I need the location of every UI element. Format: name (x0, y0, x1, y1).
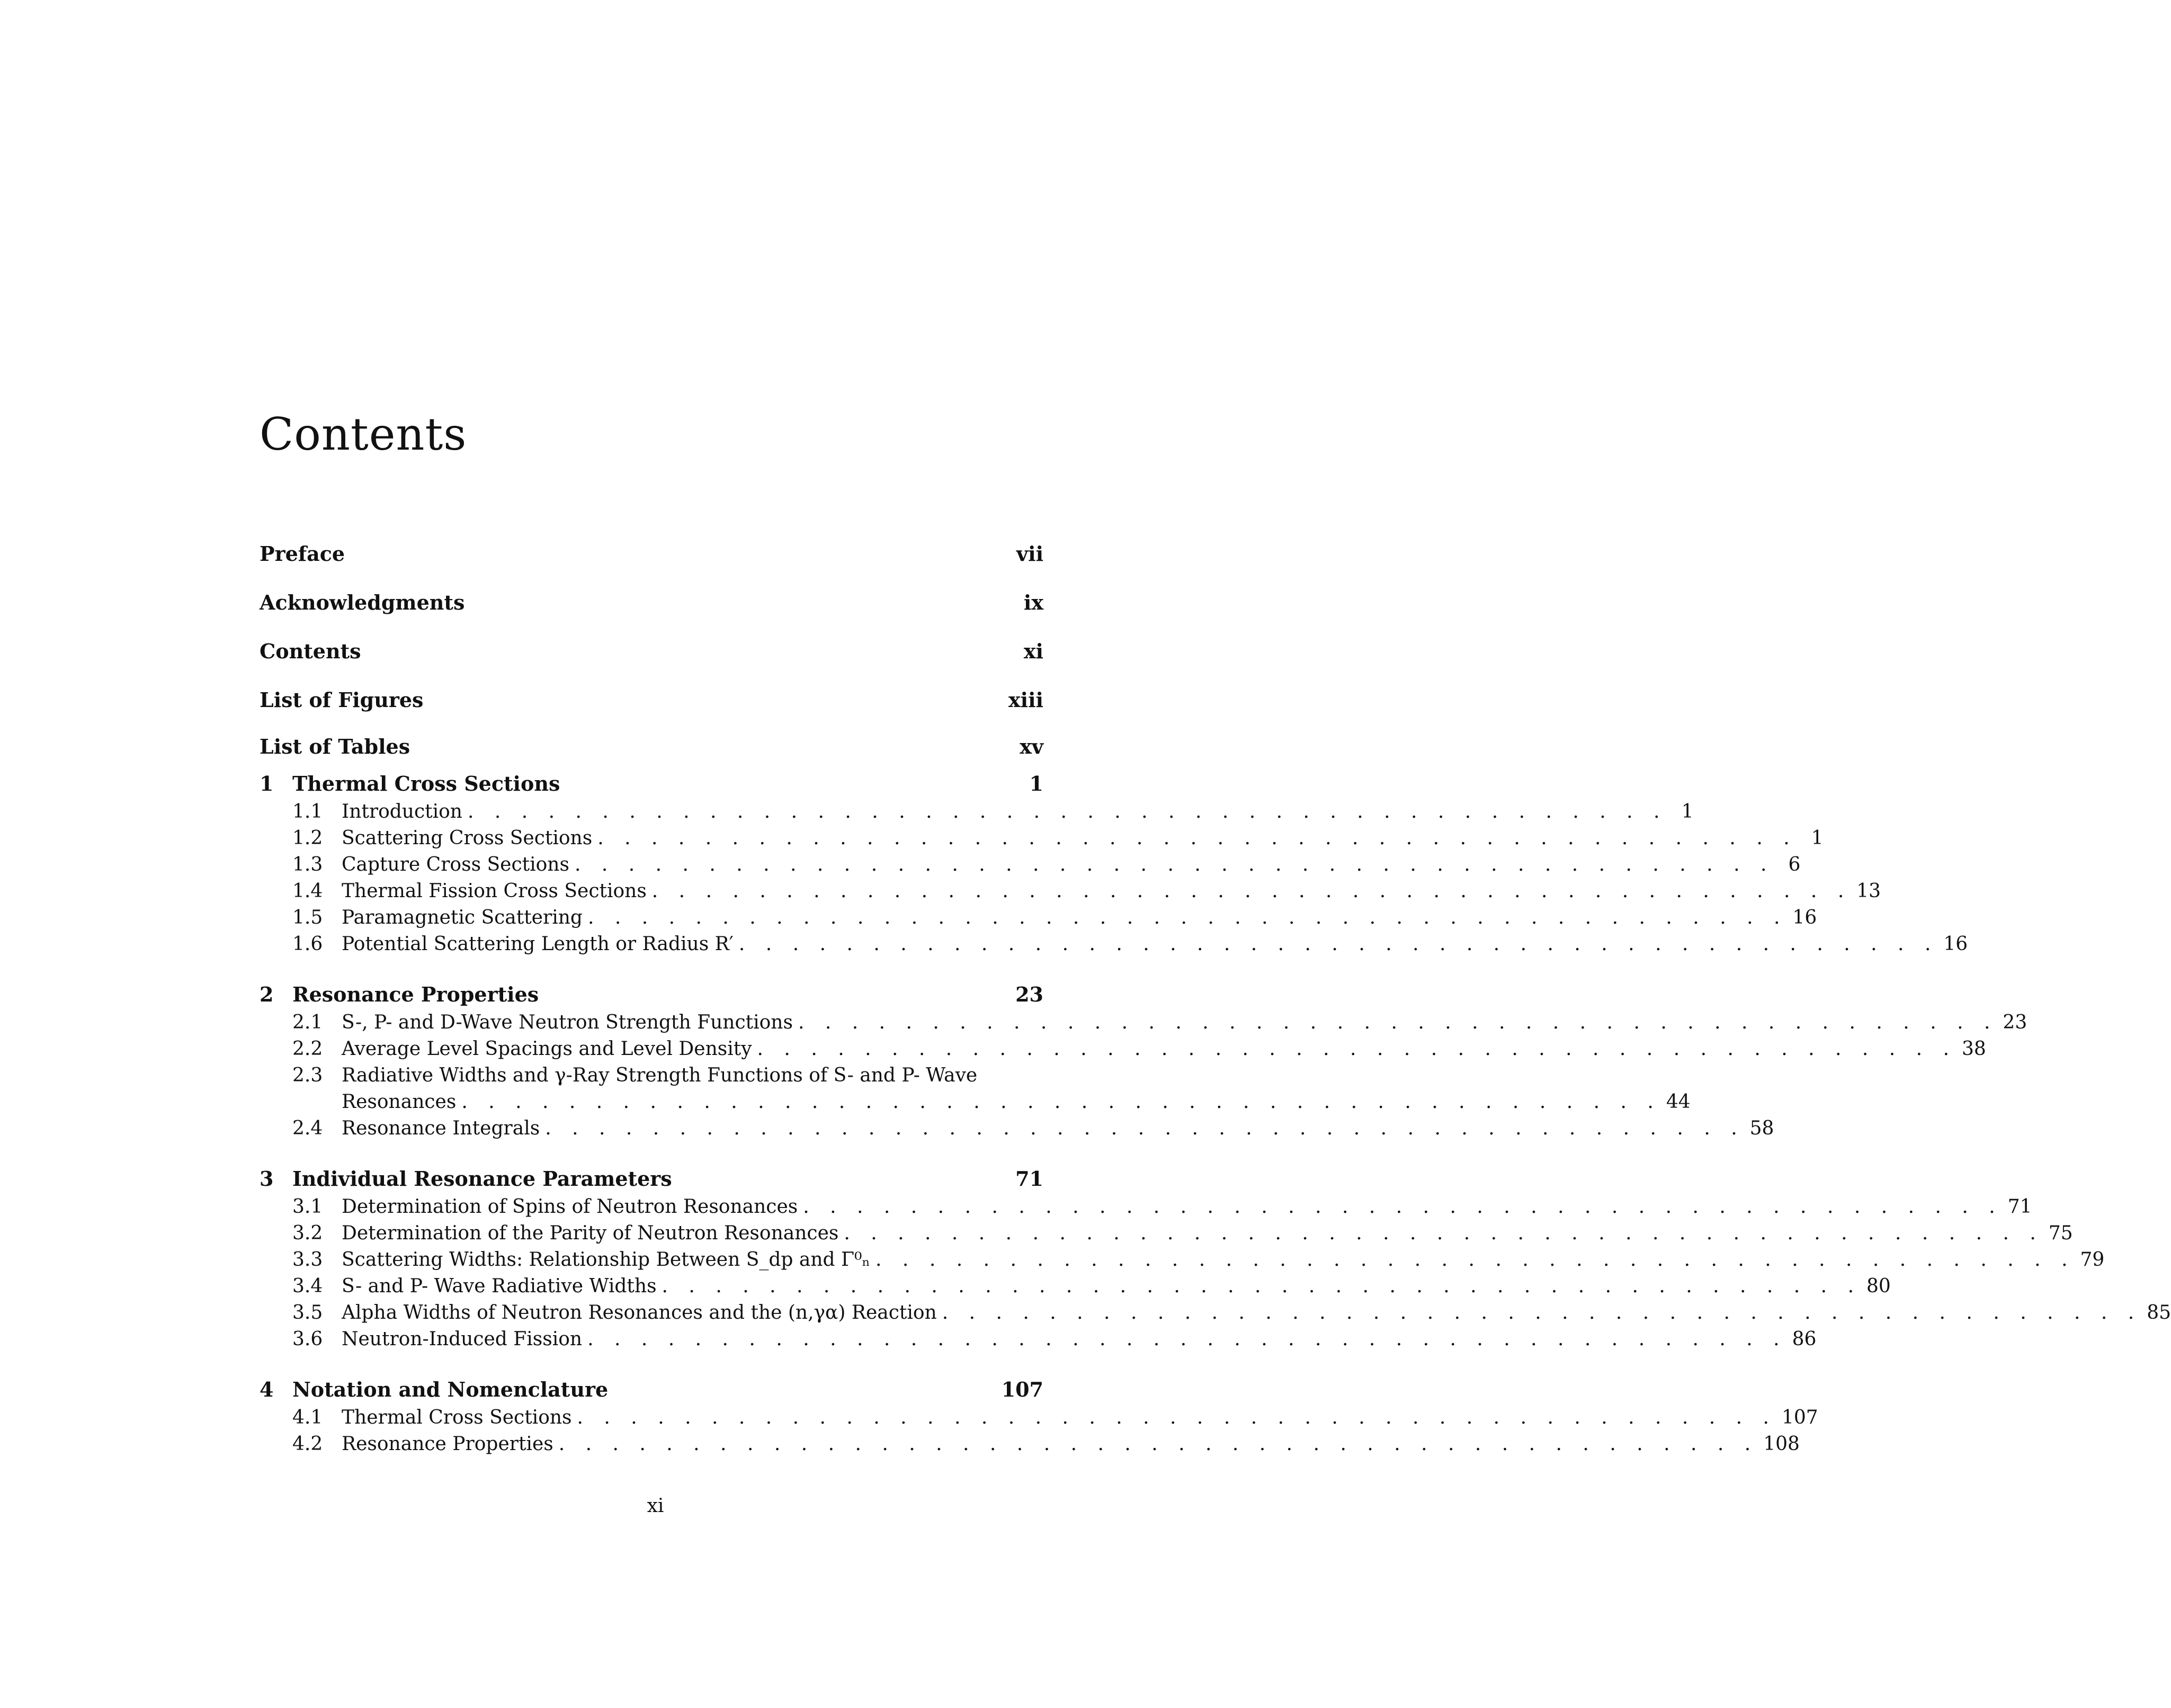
section-page: 85 (2147, 1302, 2171, 1324)
dot-leader: . . . . . . . . . . . . . . . . . . . . . . . . . . . . . . . . . . . . . . . . . . . . . (558, 1433, 1758, 1455)
section-title: S-, P- and D-Wave Neutron Strength Functions (342, 1012, 793, 1033)
section-title: Introduction (342, 801, 462, 822)
toc-entry-label: Contents (260, 639, 361, 663)
section-number: 1.5 (292, 907, 323, 928)
toc-section[interactable] (260, 1326, 1817, 1353)
toc-entry-list-of-tables[interactable] (260, 725, 1043, 769)
dot-leader: . . . . . . . . . . . . . . . . . . . . . . . . . . . . . . . . . . . . . . . . . . . . . (587, 1328, 1787, 1350)
toc-section[interactable] (260, 931, 1968, 958)
section-title: Alpha Widths of Neutron Resonances and the (n,γα) Reaction (342, 1302, 937, 1324)
dot-leader: . . . . . . . . . . . . . . . . . . . . . . . . . . . . . . . . . . . . . . . . . . . . . (798, 1012, 1998, 1033)
section-number: 3.5 (292, 1302, 323, 1324)
toc-entry-label: List of Figures (260, 688, 424, 712)
chapter-heading[interactable] (260, 980, 1043, 1009)
section-number: 4.1 (292, 1407, 323, 1428)
spacer (260, 1142, 1043, 1164)
chapter-heading[interactable] (260, 769, 1043, 799)
section-page: 71 (2007, 1196, 2032, 1218)
dot-leader: . . . . . . . . . . . . . . . . . . . . . . . . . . . . . . . . . . . . . . . . . . . . . (942, 1302, 2142, 1324)
section-title: Resonance Integrals (342, 1117, 540, 1139)
chapter-1 (260, 769, 1968, 958)
section-title: Thermal Fission Cross Sections (342, 880, 647, 902)
toc-entry-preface[interactable] (260, 530, 1043, 578)
chapter-number: 2 (260, 982, 274, 1006)
toc-section[interactable] (260, 1036, 1986, 1062)
toc-section[interactable] (260, 1405, 1818, 1431)
toc-section[interactable] (260, 1115, 1774, 1142)
toc-section[interactable] (260, 1273, 1891, 1300)
page-title: Contents (260, 408, 467, 461)
toc-section[interactable] (260, 1062, 1691, 1115)
chapter-heading[interactable] (260, 1375, 1043, 1405)
chapter-title: Notation and Nomenclature (292, 1378, 609, 1401)
toc-section[interactable] (260, 799, 1694, 825)
section-number: 3.3 (292, 1249, 323, 1271)
toc-section[interactable] (260, 1194, 2032, 1220)
chapter-4 (260, 1375, 1818, 1457)
section-page: 16 (1943, 933, 1968, 955)
section-page: 23 (2003, 1012, 2027, 1033)
section-page: 44 (1666, 1091, 1691, 1113)
section-number: 3.4 (292, 1275, 323, 1297)
toc-entry-page: xv (1020, 735, 1043, 758)
chapter-number: 1 (260, 772, 274, 795)
section-number: 1.2 (292, 827, 323, 849)
dot-leader: . . . . . . . . . . . . . . . . . . . . . . . . . . . . . . . . . . . . . . . . . . . . . (597, 827, 1797, 849)
section-number: 4.2 (292, 1433, 323, 1455)
section-title: Determination of Spins of Neutron Resonances (342, 1196, 798, 1218)
chapter-title: Resonance Properties (292, 982, 539, 1006)
toc-section[interactable] (260, 1431, 1800, 1457)
section-page: 1 (1811, 827, 1824, 849)
toc-section[interactable] (260, 1300, 2171, 1326)
section-page: 80 (1866, 1275, 1891, 1297)
section-number: 3.6 (292, 1328, 323, 1350)
dot-leader: . . . . . . . . . . . . . . . . . . . . . . . . . . . . . . . . . . . . . . . . . . . . . (803, 1196, 2003, 1218)
toc-entry-label: Acknowledgments (260, 591, 465, 614)
toc-entry-label: Preface (260, 542, 345, 566)
dot-leader: . . . . . . . . . . . . . . . . . . . . . . . . . . . . . . . . . . . . . . . . . . . . . (461, 1091, 1661, 1113)
section-title: S- and P- Wave Radiative Widths (342, 1275, 657, 1297)
chapter-page: 107 (1001, 1378, 1043, 1401)
dot-leader: . . . . . . . . . . . . . . . . . . . . . . . . . . . . . . . . . . . . . . . . . . . . . (468, 801, 1667, 822)
dot-leader: . . . . . . . . . . . . . . . . . . . . . . . . . . . . . . . . . . . . . . . . . . . . . (651, 880, 1852, 902)
dot-leader: . . . . . . . . . . . . . . . . . . . . . . . . . . . . . . . . . . . . . . . . . . . . . (844, 1222, 2043, 1244)
chapter-number: 3 (260, 1167, 274, 1191)
toc-entry-page: ix (1023, 591, 1043, 614)
toc-entry-list-of-figures[interactable] (260, 676, 1043, 725)
spacer (260, 1353, 1043, 1375)
dot-leader: . . . . . . . . . . . . . . . . . . . . . . . . . . . . . . . . . . . . . . . . . . . . . (577, 1407, 1776, 1428)
chapter-page: 1 (1029, 772, 1043, 795)
dot-leader: . . . . . . . . . . . . . . . . . . . . . . . . . . . . . . . . . . . . . . . . . . . . . (587, 907, 1788, 928)
chapter-3 (260, 1164, 2171, 1353)
section-title: Resonances (342, 1091, 457, 1113)
chapter-page: 23 (1015, 982, 1043, 1006)
section-number: 2.2 (292, 1038, 323, 1060)
section-number: 2.1 (292, 1012, 323, 1033)
chapter-title: Individual Resonance Parameters (292, 1167, 672, 1191)
section-title: Resonance Properties (342, 1433, 553, 1455)
section-number: 2.4 (292, 1117, 323, 1139)
chapter-page: 71 (1015, 1167, 1043, 1191)
section-title: Capture Cross Sections (342, 854, 569, 875)
toc-entry-acknowledgments[interactable] (260, 578, 1043, 627)
table-of-contents (260, 530, 2171, 1457)
toc-entry-page: xi (1023, 639, 1043, 663)
section-number: 3.2 (292, 1222, 323, 1244)
section-title: Scattering Widths: Relationship Between S_dp and Γ⁰ₙ (342, 1249, 871, 1271)
toc-section[interactable] (260, 1220, 2073, 1247)
section-number: 3.1 (292, 1196, 323, 1218)
section-number: 1.4 (292, 880, 323, 902)
section-title: Paramagnetic Scattering (342, 907, 583, 928)
chapter-number: 4 (260, 1378, 274, 1401)
section-number: 1.3 (292, 854, 323, 875)
section-page: 58 (1749, 1117, 1774, 1139)
section-title-line1: Radiative Widths and γ-Ray Strength Functions of S- and P- Wave (342, 1065, 978, 1086)
chapter-heading[interactable] (260, 1164, 1043, 1194)
section-title: Potential Scattering Length or Radius R′ (342, 933, 734, 955)
chapter-2 (260, 980, 2027, 1142)
toc-section[interactable] (260, 1009, 2027, 1036)
toc-section[interactable] (260, 878, 1881, 905)
section-title: Thermal Cross Sections (342, 1407, 572, 1428)
chapter-title: Thermal Cross Sections (292, 772, 560, 795)
section-page: 16 (1792, 907, 1817, 928)
section-title: Scattering Cross Sections (342, 827, 593, 849)
dot-leader: . . . . . . . . . . . . . . . . . . . . . . . . . . . . . . . . . . . . . . . . . . . . . (757, 1038, 1957, 1060)
toc-entry-contents[interactable] (260, 627, 1043, 676)
section-title: Neutron-Induced Fission (342, 1328, 583, 1350)
section-page: 79 (2080, 1249, 2105, 1271)
toc-section[interactable] (260, 905, 1817, 931)
toc-section[interactable] (260, 852, 1801, 878)
toc-entry-page: xiii (1008, 688, 1043, 712)
section-page: 86 (1792, 1328, 1817, 1350)
section-title: Determination of the Parity of Neutron Resonances (342, 1222, 839, 1244)
section-page: 107 (1782, 1407, 1818, 1428)
dot-leader: . . . . . . . . . . . . . . . . . . . . . . . . . . . . . . . . . . . . . . . . . . . . . (662, 1275, 1862, 1297)
section-number: 1.6 (292, 933, 323, 955)
toc-section[interactable] (260, 825, 1824, 852)
spacer (260, 958, 1043, 980)
dot-leader: . . . . . . . . . . . . . . . . . . . . . . . . . . . . . . . . . . . . . . . . . . . . . (738, 933, 1938, 955)
section-page: 1 (1681, 801, 1694, 822)
dot-leader: . . . . . . . . . . . . . . . . . . . . . . . . . . . . . . . . . . . . . . . . . . . . . (875, 1249, 2075, 1271)
page-number: xi (647, 1495, 664, 1517)
section-number: 2.3 (292, 1065, 323, 1086)
section-page: 6 (1788, 854, 1801, 875)
dot-leader: . . . . . . . . . . . . . . . . . . . . . . . . . . . . . . . . . . . . . . . . . . . . . (574, 854, 1774, 875)
section-page: 38 (1962, 1038, 1986, 1060)
dot-leader: . . . . . . . . . . . . . . . . . . . . . . . . . . . . . . . . . . . . . . . . . . . . . (545, 1117, 1745, 1139)
toc-entry-label: List of Tables (260, 735, 410, 758)
section-title: Average Level Spacings and Level Density (342, 1038, 752, 1060)
toc-entry-page: vii (1016, 542, 1043, 566)
section-page: 108 (1763, 1433, 1800, 1455)
section-number: 1.1 (292, 801, 323, 822)
section-page: 13 (1856, 880, 1881, 902)
section-page: 75 (2048, 1222, 2073, 1244)
toc-section[interactable] (260, 1247, 2105, 1273)
